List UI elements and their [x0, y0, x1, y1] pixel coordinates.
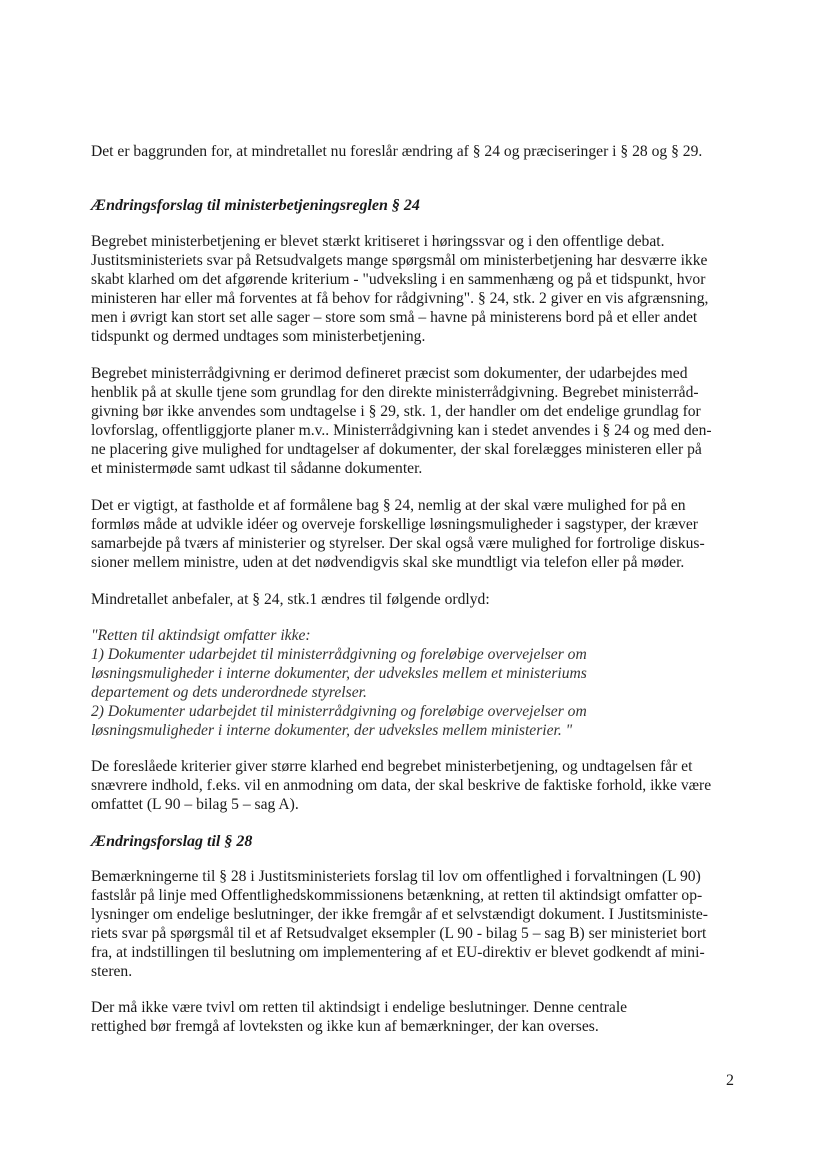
- quote-line: løsningsmuligheder i interne dokumenter, der udveksles mellem et ministeriums: [91, 665, 587, 682]
- quote-line: løsningsmuligheder i interne dokumenter, der udveksles mellem ministerier. ": [91, 722, 573, 739]
- paragraph-line: Begrebet ministerbetjening er blevet stærkt kritiseret i høringssvar og i den offentlige debat.: [91, 233, 665, 250]
- section-28-heading: Ændringsforslag til § 28: [91, 833, 253, 850]
- paragraph-line: ministeren har eller må forventes at få behov for rådgivning". § 24, stk. 2 giver en vis afgrænsning,: [91, 290, 709, 307]
- paragraph-line: formløs måde at udvikle idéer og overveje forskellige løsningsmuligheder i sagstyper, der kræver: [91, 516, 698, 533]
- paragraph-line: riets svar på spørgsmål til et af Retsudvalget eksempler (L 90 - bilag 5 – sag B) ser ministeriet bort: [91, 925, 707, 942]
- paragraph-line: rettighed bør fremgå af lovteksten og ikke kun af bemærkninger, der kan overses.: [91, 1018, 599, 1035]
- paragraph-line: De foreslåede kriterier giver større klarhed end begrebet ministerbetjening, og undtagelsen får et: [91, 758, 693, 775]
- paragraph-line: Det er vigtigt, at fastholde et af formålene bag § 24, nemlig at der skal være mulighed for på en: [91, 497, 686, 514]
- page-number: 2: [726, 1072, 734, 1089]
- paragraph-line: steren.: [91, 963, 133, 980]
- quote-line: departement og dets underordnede styrelser.: [91, 684, 367, 701]
- paragraph-line: Begrebet ministerrådgivning er derimod defineret præcist som dokumenter, der udarbejdes med: [91, 365, 688, 382]
- paragraph-line: et ministermøde samt udkast til sådanne dokumenter.: [91, 460, 423, 477]
- paragraph-line: ne placering give mulighed for undtagelser af dokumenter, der skal forelægges ministeren eller på: [91, 441, 702, 458]
- paragraph-line: tidspunkt og dermed undtages som ministerbetjening.: [91, 328, 426, 345]
- paragraph-line: men i øvrigt kan stort set alle sager – store som små – havne på ministerens bord på et eller andet: [91, 309, 698, 326]
- section-24-heading: Ændringsforslag til ministerbetjeningsreglen § 24: [91, 197, 420, 214]
- quote-line: "Retten til aktindsigt omfatter ikke:: [91, 627, 311, 644]
- paragraph-line: Justitsministeriets svar på Retsudvalgets mange spørgsmål om ministerbetjening har desværre ikke: [91, 252, 708, 269]
- paragraph-line: givning bør ikke anvendes som undtagelse i § 29, stk. 1, der handler om det endelige grundlag for: [91, 403, 701, 420]
- paragraph-line: snævrere indhold, f.eks. vil en anmodning om data, der skal beskrive de faktiske forhold, ikke være: [91, 777, 712, 794]
- paragraph-line: sioner mellem ministre, uden at det nødvendigvis skal ske mundtligt via telefon eller på møder.: [91, 554, 685, 571]
- paragraph-line: samarbejde på tværs af ministerier og styrelser. Der skal også være mulighed for fortrolige diskus-: [91, 535, 705, 552]
- paragraph-line: Der må ikke være tvivl om retten til aktindsigt i endelige beslutninger. Denne centrale: [91, 999, 628, 1016]
- paragraph-line: omfattet (L 90 – bilag 5 – sag A).: [91, 796, 299, 813]
- paragraph-line: Bemærkningerne til § 28 i Justitsministeriets forslag til lov om offentlighed i forvaltningen (L 90): [91, 868, 701, 885]
- paragraph-line: lysninger om endelige beslutninger, der ikke fremgår af et selvstændigt dokument. I Justitsministe-: [91, 906, 708, 923]
- paragraph-line: henblik på at skulle tjene som grundlag for den direkte ministerrådgivning. Begrebet ministerråd-: [91, 384, 699, 401]
- paragraph-line: fastslår på linje med Offentlighedskommissionens betænkning, at retten til aktindsigt omfatter op-: [91, 887, 703, 904]
- quote-line: 2) Dokumenter udarbejdet til ministerrådgivning og foreløbige overvejelser om: [91, 703, 587, 720]
- paragraph-line: lovforslag, offentliggjorte planer m.v.. Ministerrådgivning kan i stedet anvendes i § 24 og med den-: [91, 422, 712, 439]
- recommendation-text: Mindretallet anbefaler, at § 24, stk.1 ændres til følgende ordlyd:: [91, 591, 490, 608]
- paragraph-line: skabt klarhed om det afgørende kriterium - "udveksling i en sammenhæng og på et tidspunkt, hvor: [91, 271, 706, 288]
- quote-line: 1) Dokumenter udarbejdet til ministerrådgivning og foreløbige overvejelser om: [91, 646, 587, 663]
- intro-text: Det er baggrunden for, at mindretallet nu foreslår ændring af § 24 og præciseringer i § 28 og § 29.: [91, 143, 703, 160]
- paragraph-line: fra, at indstillingen til beslutning om implementering af et EU-direktiv er blevet godkendt af mini-: [91, 944, 705, 961]
